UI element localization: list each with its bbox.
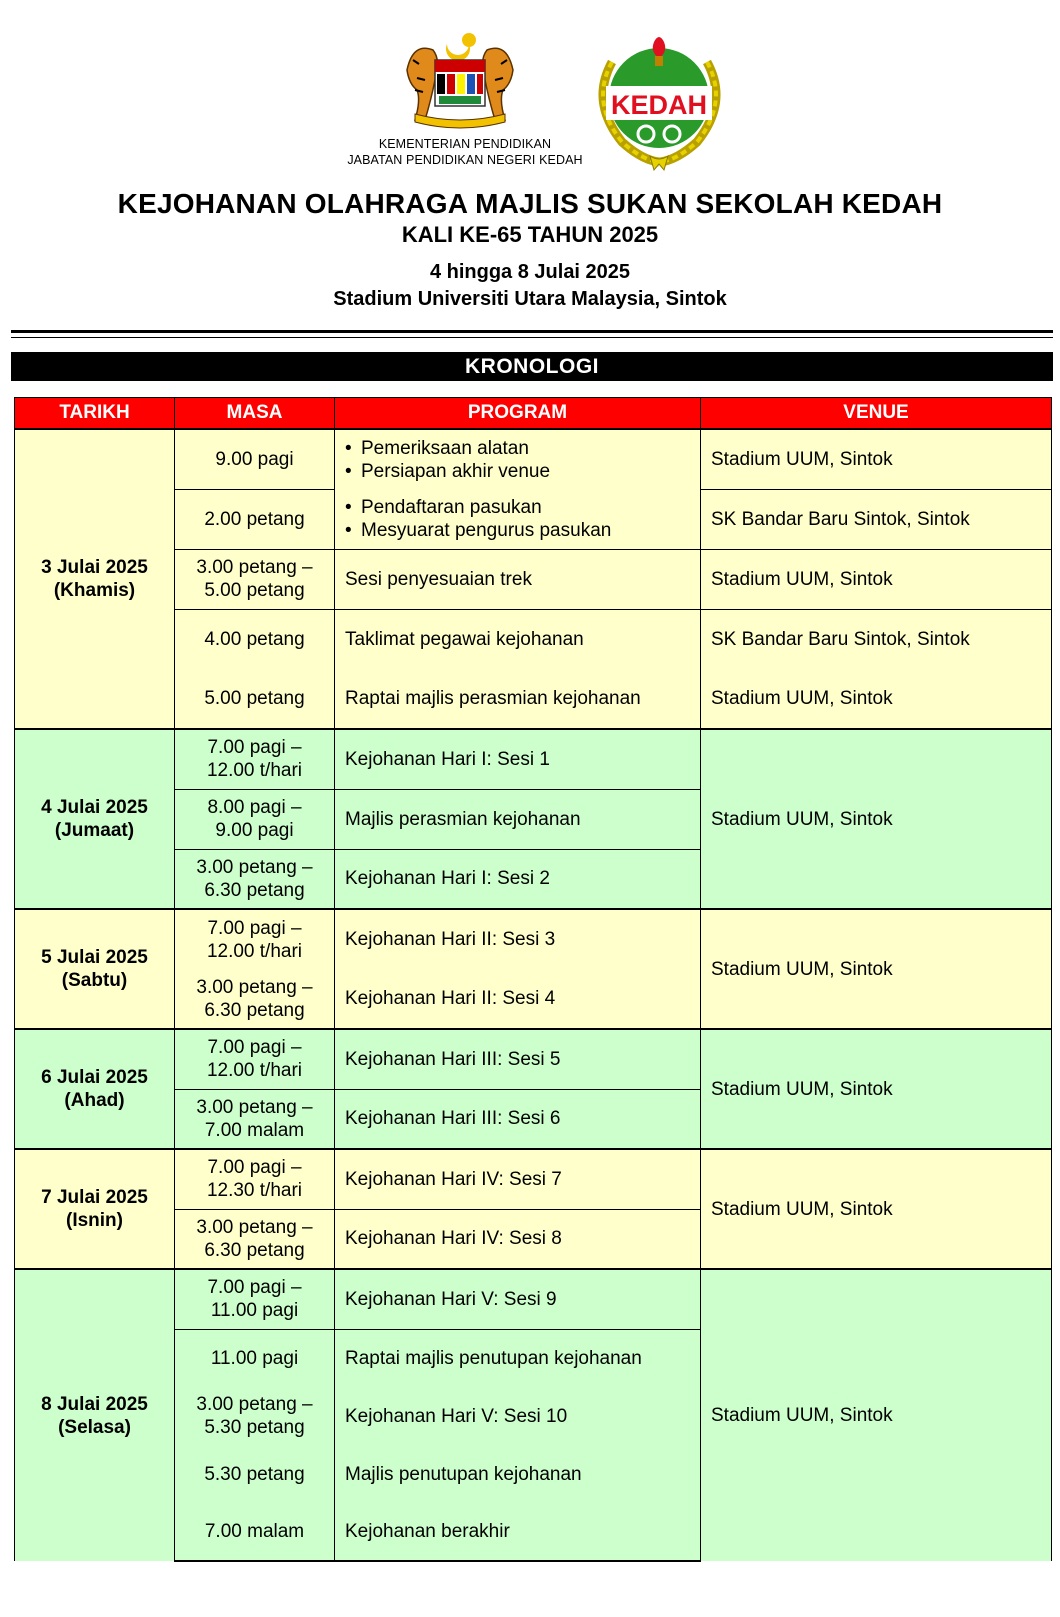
program-cell xyxy=(335,489,701,549)
date-cell: 5 Julai 2025 (Sabtu) xyxy=(15,909,175,1029)
list-item: • Pemeriksaan alatan xyxy=(345,437,690,460)
venue-cell: Stadium UUM, Sintok xyxy=(701,429,1052,489)
time-cell: 3.00 petang – 6.30 petang xyxy=(175,969,335,1029)
svg-text:KEDAH: KEDAH xyxy=(610,90,708,120)
program-cell: Taklimat pegawai kejohanan xyxy=(335,609,701,669)
program-cell: Kejohanan Hari I: Sesi 2 xyxy=(335,849,701,909)
time-cell: 3.00 petang – 6.30 petang xyxy=(175,849,335,909)
time-cell: 11.00 pagi xyxy=(175,1329,335,1387)
time-cell: 7.00 pagi – 11.00 pagi xyxy=(175,1269,335,1329)
program-cell xyxy=(335,429,701,489)
program-cell: Kejohanan Hari III: Sesi 6 xyxy=(335,1089,701,1149)
list-item: • Mesyuarat pengurus pasukan xyxy=(345,519,690,542)
time-cell: 2.00 petang xyxy=(175,489,335,549)
event-title: KEJOHANAN OLAHRAGA MAJLIS SUKAN SEKOLAH KEDAH xyxy=(117,188,943,219)
schedule-table xyxy=(14,397,1052,1562)
section-title: KRONOLOGI xyxy=(11,352,1053,381)
time-cell: 7.00 pagi – 12.00 t/hari xyxy=(175,729,335,789)
program-cell: Kejohanan Hari II: Sesi 3 xyxy=(335,909,701,969)
list-item: • Persiapan akhir venue xyxy=(345,460,690,483)
ministry-block xyxy=(330,136,600,168)
program-cell: Kejohanan Hari V: Sesi 10 xyxy=(335,1387,701,1445)
ministry-name: KEMENTERIAN PENDIDIKAN xyxy=(378,137,552,151)
venue-cell: Stadium UUM, Sintok xyxy=(701,1149,1052,1269)
program-cell: Majlis penutupan kejohanan xyxy=(335,1445,701,1503)
date-cell: 6 Julai 2025 (Ahad) xyxy=(15,1029,175,1149)
program-cell: Kejohanan berakhir xyxy=(335,1503,701,1561)
time-cell: 5.00 petang xyxy=(175,669,335,729)
venue-cell: Stadium UUM, Sintok xyxy=(701,909,1052,1029)
list-item: • Pendaftaran pasukan xyxy=(345,496,690,519)
table-row xyxy=(15,909,1052,969)
time-cell: 5.30 petang xyxy=(175,1445,335,1503)
time-cell: 3.00 petang – 7.00 malam xyxy=(175,1089,335,1149)
kedah-state-logo-icon xyxy=(592,32,727,172)
time-cell: 3.00 petang – 5.30 petang xyxy=(175,1387,335,1445)
column-header-time: MASA xyxy=(175,398,335,430)
venue-cell: Stadium UUM, Sintok xyxy=(701,549,1052,609)
date-cell: 3 Julai 2025 (Khamis) xyxy=(15,429,175,729)
time-cell: 3.00 petang – 6.30 petang xyxy=(175,1209,335,1269)
venue-cell: SK Bandar Baru Sintok, Sintok xyxy=(701,609,1052,669)
divider xyxy=(11,330,1053,333)
date-cell: 4 Julai 2025 (Jumaat) xyxy=(15,729,175,909)
program-cell: Kejohanan Hari V: Sesi 9 xyxy=(335,1269,701,1329)
time-cell: 7.00 pagi – 12.00 t/hari xyxy=(175,1029,335,1089)
time-cell: 4.00 petang xyxy=(175,609,335,669)
column-header-venue: VENUE xyxy=(701,398,1052,430)
date-cell: 8 Julai 2025 (Selasa) xyxy=(15,1269,175,1561)
event-subtitle: KALI KE-65 TAHUN 2025 xyxy=(401,222,659,247)
venue-cell: Stadium UUM, Sintok xyxy=(701,1029,1052,1149)
time-cell: 7.00 pagi – 12.00 t/hari xyxy=(175,909,335,969)
department-name: JABATAN PENDIDIKAN NEGERI KEDAH xyxy=(347,153,583,167)
venue-cell: Stadium UUM, Sintok xyxy=(701,669,1052,729)
divider xyxy=(11,337,1053,338)
time-cell: 9.00 pagi xyxy=(175,429,335,489)
table-row xyxy=(15,1029,1052,1089)
date-cell: 7 Julai 2025 (Isnin) xyxy=(15,1149,175,1269)
time-cell: 8.00 pagi – 9.00 pagi xyxy=(175,789,335,849)
table-row xyxy=(15,729,1052,789)
malaysia-coat-of-arms-icon xyxy=(395,30,525,130)
program-cell: Majlis perasmian kejohanan xyxy=(335,789,701,849)
time-cell: 7.00 pagi – 12.30 t/hari xyxy=(175,1149,335,1209)
program-cell: Kejohanan Hari IV: Sesi 8 xyxy=(335,1209,701,1269)
program-cell: Kejohanan Hari II: Sesi 4 xyxy=(335,969,701,1029)
venue-cell: Stadium UUM, Sintok xyxy=(701,1269,1052,1561)
program-cell: Kejohanan Hari III: Sesi 5 xyxy=(335,1029,701,1089)
time-cell: 7.00 malam xyxy=(175,1503,335,1561)
venue-cell: SK Bandar Baru Sintok, Sintok xyxy=(701,489,1052,549)
table-header-row xyxy=(15,398,1052,430)
table-row xyxy=(15,1269,1052,1329)
column-header-date: TARIKH xyxy=(15,398,175,430)
table-row xyxy=(15,429,1052,489)
event-venue: Stadium Universiti Utara Malaysia, Sintok xyxy=(333,288,727,310)
venue-cell: Stadium UUM, Sintok xyxy=(701,729,1052,909)
table-row xyxy=(15,1149,1052,1209)
program-cell: Sesi penyesuaian trek xyxy=(335,549,701,609)
program-cell: Raptai majlis penutupan kejohanan xyxy=(335,1329,701,1387)
program-cell: Raptai majlis perasmian kejohanan xyxy=(335,669,701,729)
program-cell: Kejohanan Hari IV: Sesi 7 xyxy=(335,1149,701,1209)
column-header-program: PROGRAM xyxy=(335,398,701,430)
event-dates: 4 hingga 8 Julai 2025 xyxy=(429,261,631,283)
program-cell: Kejohanan Hari I: Sesi 1 xyxy=(335,729,701,789)
time-cell: 3.00 petang – 5.00 petang xyxy=(175,549,335,609)
